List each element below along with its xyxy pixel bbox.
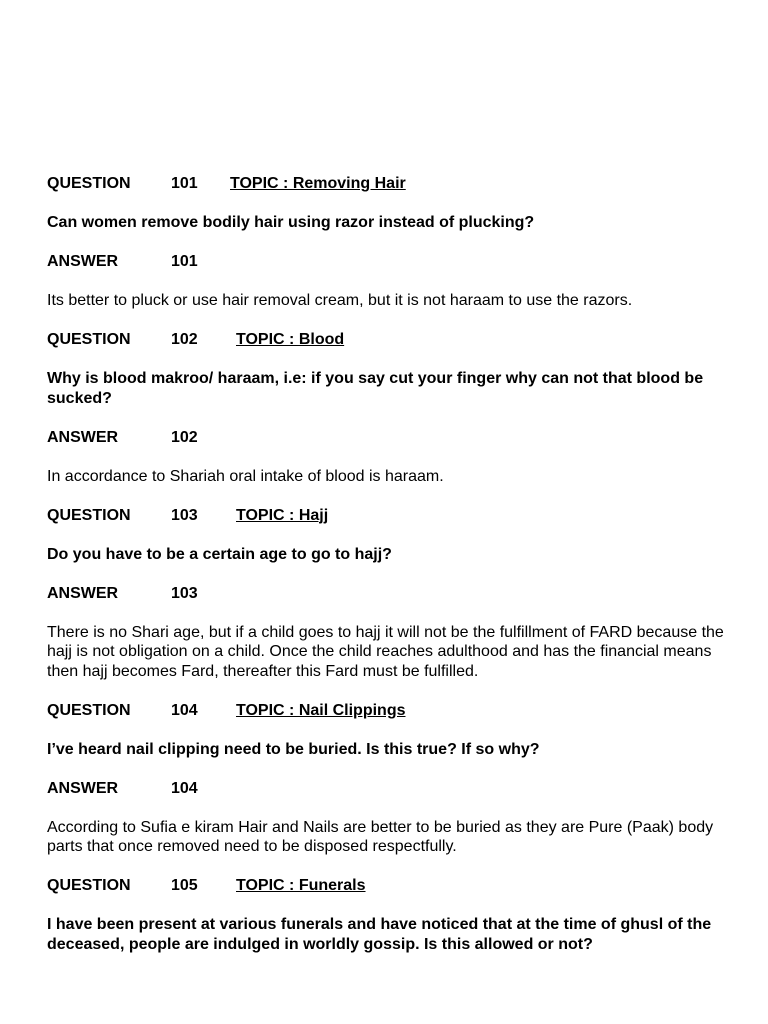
question-topic: TOPIC : Removing Hair — [230, 175, 406, 192]
question-header — [47, 174, 747, 194]
question-text: Why is blood makroo/ haraam, i.e: if you say cut your finger why can not that blood be sucked? — [47, 370, 704, 407]
question-topic: TOPIC : Blood — [236, 331, 345, 348]
answer-number: 102 — [171, 428, 198, 446]
question-number: 101 — [171, 175, 198, 192]
question-number: 102 — [171, 331, 198, 348]
question-label: QUESTION — [47, 175, 131, 192]
question-text: I’ve heard nail clipping need to be buried. Is this true? If so why? — [47, 740, 540, 758]
answer-text: In accordance to Shariah oral intake of blood is haraam. — [47, 467, 444, 485]
answer-header — [47, 779, 747, 799]
answer-header — [47, 252, 747, 272]
question-number: 103 — [171, 506, 198, 524]
answer-label: ANSWER — [47, 779, 119, 797]
question-number: 105 — [171, 877, 198, 894]
answer-header — [47, 428, 747, 448]
question-header — [47, 330, 747, 350]
question-label: QUESTION — [47, 701, 131, 719]
answer-text: According to Sufia e kiram Hair and Nails are better to be buried as they are Pure (Paak) body parts that once removed need to be disposed respectfully. — [47, 818, 714, 855]
answer-number: 101 — [171, 253, 198, 270]
question-text: Do you have to be a certain age to go to hajj? — [47, 545, 392, 563]
answer-label: ANSWER — [47, 253, 119, 270]
qa-document — [47, 174, 747, 974]
answer-text: There is no Shari age, but if a child goes to hajj it will not be the fulfillment of FARD because the hajj is not obligation on a child. Once the child reaches adulthood and has the financial means then hajj becomes Fard, thereafter this Fard must be fulfilled. — [47, 623, 724, 680]
question-topic: TOPIC : Funerals — [236, 877, 366, 894]
question-header — [47, 506, 747, 526]
question-label: QUESTION — [47, 331, 131, 348]
question-topic: TOPIC : Hajj — [236, 506, 329, 524]
question-text: I have been present at various funerals and have noticed that at the time of ghusl of the deceased, people are indulged in worldly gossip. Is this allowed or not? — [47, 916, 712, 953]
question-header — [47, 701, 747, 721]
answer-header — [47, 584, 747, 604]
answer-text: Its better to pluck or use hair removal cream, but it is not haraam to use the razors. — [47, 292, 633, 309]
question-header — [47, 876, 747, 896]
answer-label: ANSWER — [47, 428, 119, 446]
answer-label: ANSWER — [47, 584, 119, 602]
question-topic: TOPIC : Nail Clippings — [236, 701, 406, 719]
question-number: 104 — [171, 701, 198, 719]
question-text: Can women remove bodily hair using razor instead of plucking? — [47, 214, 535, 231]
question-label: QUESTION — [47, 506, 131, 524]
answer-number: 104 — [171, 779, 198, 797]
answer-number: 103 — [171, 584, 198, 602]
question-label: QUESTION — [47, 877, 131, 894]
